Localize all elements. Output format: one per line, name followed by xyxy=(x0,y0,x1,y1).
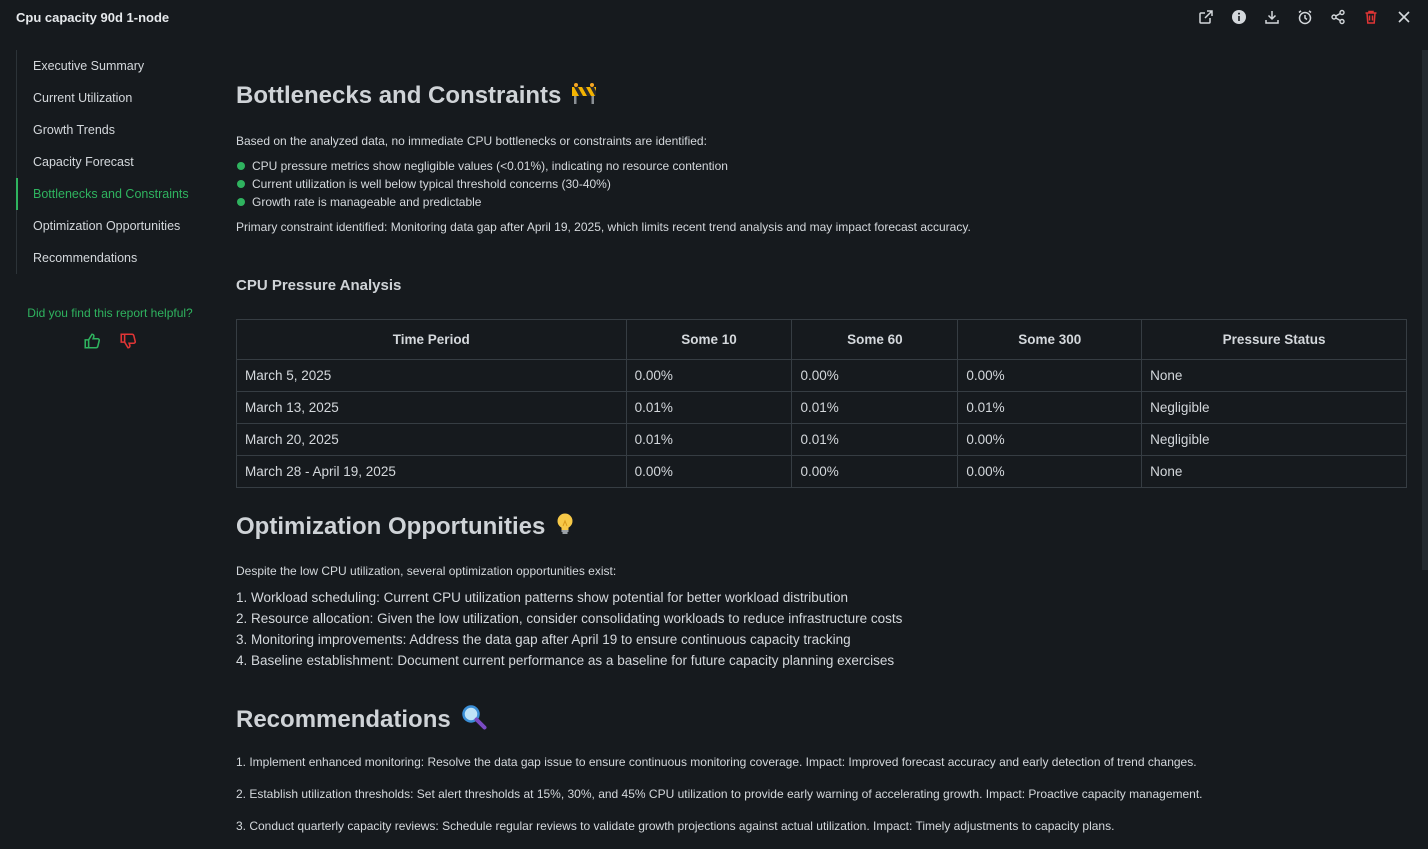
list-item: Growth rate is manageable and predictable xyxy=(236,193,728,211)
optimization-heading: Optimization Opportunities xyxy=(236,512,575,543)
toolbar-icons xyxy=(1196,7,1414,27)
table-cell: 0.01% xyxy=(958,392,1142,424)
recommendations-list xyxy=(236,753,1203,849)
bottlenecks-heading: Bottlenecks and Constraints xyxy=(236,82,597,111)
table-row xyxy=(237,424,1407,456)
table-cell: Negligible xyxy=(1142,392,1407,424)
table-cell: 0.00% xyxy=(792,456,958,488)
scrollbar[interactable] xyxy=(1422,50,1428,570)
table-cell: March 5, 2025 xyxy=(237,360,627,392)
column-header: Pressure Status xyxy=(1142,320,1407,360)
table-row xyxy=(237,360,1407,392)
table-cell: 0.00% xyxy=(626,456,792,488)
table-cell: March 13, 2025 xyxy=(237,392,627,424)
list-item: 1. Workload scheduling: Current CPU utilization patterns show potential for better workload distribution xyxy=(236,590,849,605)
list-item: Current utilization is well below typical threshold concerns (30-40%) xyxy=(236,175,728,193)
thumbs-up-icon[interactable] xyxy=(83,332,101,350)
sidebar-item-executive-summary[interactable]: Executive Summary xyxy=(33,59,145,73)
bottlenecks-list xyxy=(236,157,728,211)
top-bar xyxy=(0,0,1428,34)
optimization-list xyxy=(236,587,902,671)
sidebar-item-current-utilization[interactable]: Current Utilization xyxy=(33,91,133,105)
alarm-clock-icon[interactable] xyxy=(1295,7,1315,27)
list-item: CPU pressure metrics show negligible values (<0.01%), indicating no resource contention xyxy=(236,157,728,175)
sidebar-nav xyxy=(16,50,207,274)
pressure-table xyxy=(236,319,1407,488)
pressure-heading: CPU Pressure Analysis xyxy=(236,277,402,294)
bottlenecks-intro: Based on the analyzed data, no immediate CPU bottlenecks or constraints are identified: xyxy=(236,134,707,148)
list-item: 3. Monitoring improvements: Address the data gap after April 19 to ensure continuous capacity tracking xyxy=(236,632,851,647)
table-cell: 0.01% xyxy=(626,392,792,424)
table-cell: Negligible xyxy=(1142,424,1407,456)
column-header: Some 60 xyxy=(792,320,958,360)
sidebar-item-recommendations[interactable]: Recommendations xyxy=(33,251,138,265)
sidebar-item-growth-trends[interactable]: Growth Trends xyxy=(33,123,115,137)
light-bulb-icon xyxy=(555,512,575,543)
sidebar-item-optimization[interactable]: Optimization Opportunities xyxy=(33,219,181,233)
table-cell: 0.00% xyxy=(626,360,792,392)
table-row xyxy=(237,456,1407,488)
thumbs-down-icon[interactable] xyxy=(119,332,137,350)
table-cell: March 28 - April 19, 2025 xyxy=(237,456,627,488)
sidebar-item-bottlenecks[interactable]: Bottlenecks and Constraints xyxy=(16,178,207,210)
table-cell: 0.00% xyxy=(792,360,958,392)
feedback-section xyxy=(0,306,220,350)
report-title: Cpu capacity 90d 1-node xyxy=(16,10,170,25)
table-cell: March 20, 2025 xyxy=(237,424,627,456)
table-cell: 0.00% xyxy=(958,360,1142,392)
table-cell: 0.00% xyxy=(958,456,1142,488)
table-cell: 0.01% xyxy=(792,424,958,456)
table-header-row xyxy=(237,320,1407,360)
info-icon[interactable] xyxy=(1229,7,1249,27)
sidebar-item-capacity-forecast[interactable]: Capacity Forecast xyxy=(33,155,134,169)
trash-icon[interactable] xyxy=(1361,7,1381,27)
recommendations-heading: Recommendations xyxy=(236,704,487,737)
list-item: 3. Conduct quarterly capacity reviews: Schedule regular reviews to validate growth projections against actual utilization. Impact: Timely adjustments to capacity plans. xyxy=(236,819,1115,833)
table-cell: None xyxy=(1142,456,1407,488)
download-icon[interactable] xyxy=(1262,7,1282,27)
external-link-icon[interactable] xyxy=(1196,7,1216,27)
column-header: Time Period xyxy=(237,320,627,360)
list-item: 2. Establish utilization thresholds: Set alert thresholds at 15%, 30%, and 45% CPU utilization to provide early warning of accelerating growth. Impact: Proactive capacity management. xyxy=(236,787,1203,801)
list-item: 4. Baseline establishment: Document current performance as a baseline for future capacity planning exercises xyxy=(236,653,895,668)
optimization-intro: Despite the low CPU utilization, several optimization opportunities exist: xyxy=(236,564,617,578)
table-cell: 0.01% xyxy=(626,424,792,456)
table-cell: 0.00% xyxy=(958,424,1142,456)
magnifying-glass-icon xyxy=(461,704,487,737)
construction-barrier-icon xyxy=(571,82,597,111)
close-icon[interactable] xyxy=(1394,7,1414,27)
table-cell: None xyxy=(1142,360,1407,392)
column-header: Some 300 xyxy=(958,320,1142,360)
table-row xyxy=(237,392,1407,424)
list-item: 1. Implement enhanced monitoring: Resolve the data gap issue to ensure continuous monitoring coverage. Impact: Improved forecast accuracy and early detection of trend changes. xyxy=(236,755,1197,769)
primary-constraint: Primary constraint identified: Monitoring data gap after April 19, 2025, which limits recent trend analysis and may impact forecast accuracy. xyxy=(236,220,971,234)
column-header: Some 10 xyxy=(626,320,792,360)
share-icon[interactable] xyxy=(1328,7,1348,27)
list-item: 2. Resource allocation: Given the low utilization, consider consolidating workloads to reduce infrastructure costs xyxy=(236,611,903,626)
table-cell: 0.01% xyxy=(792,392,958,424)
feedback-question: Did you find this report helpful? xyxy=(27,306,193,320)
